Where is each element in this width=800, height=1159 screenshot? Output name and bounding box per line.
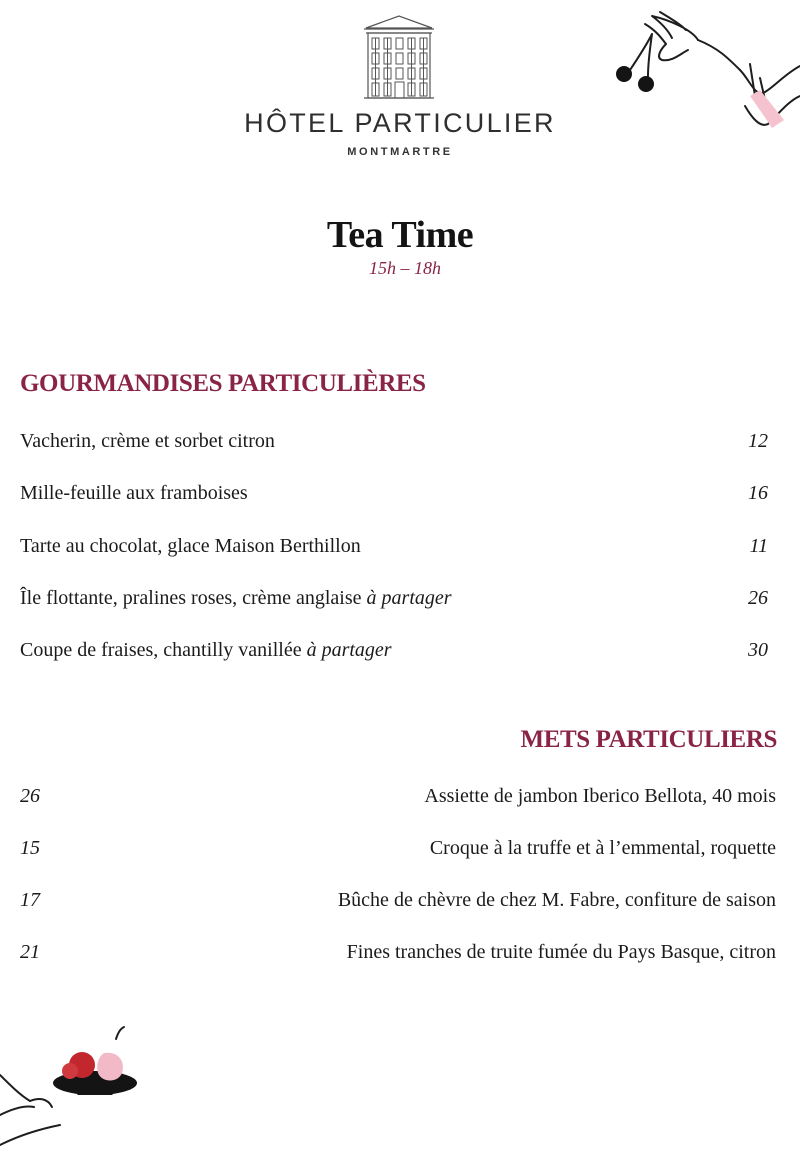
menu-item-text bbox=[20, 586, 452, 610]
menu-item bbox=[20, 940, 776, 964]
menu-item-name: Tarte au chocolat, glace Maison Berthillon bbox=[20, 535, 361, 557]
menu-item-price: 26 bbox=[748, 587, 768, 609]
section-title-mets: METS PARTICULIERS bbox=[520, 726, 777, 753]
menu-item-name: Île flottante, pralines roses, crème anglaise bbox=[20, 587, 362, 609]
brand-name: HÔTEL PARTICULIER bbox=[244, 108, 556, 138]
menu-item-price: 30 bbox=[748, 639, 768, 661]
menu-item-price: 16 bbox=[748, 482, 768, 504]
menu-item-text bbox=[20, 638, 392, 662]
page-title: Tea Time bbox=[326, 214, 474, 256]
menu-item bbox=[20, 586, 768, 610]
menu-item-price: 21 bbox=[20, 941, 40, 963]
hotel-building-logo-icon bbox=[362, 14, 436, 100]
menu-item-price: 17 bbox=[20, 889, 40, 911]
menu-item bbox=[20, 481, 768, 505]
menu-item-name: Croque à la truffe et à l’emmental, roquette bbox=[429, 837, 776, 859]
menu-item-note: à partager bbox=[306, 639, 392, 661]
menu-item-price: 26 bbox=[20, 785, 40, 807]
menu-item bbox=[20, 429, 768, 453]
menu-item bbox=[20, 638, 768, 662]
brand-subtitle: MONTMARTRE bbox=[347, 146, 453, 158]
menu-item bbox=[20, 534, 768, 558]
opening-hours: 15h – 18h bbox=[369, 258, 441, 278]
menu-item bbox=[20, 784, 776, 808]
menu-item bbox=[20, 836, 776, 860]
menu-item-name: Fines tranches de truite fumée du Pays Basque, citron bbox=[346, 941, 776, 963]
menu-item-price: 15 bbox=[20, 837, 40, 859]
menu-item-name: Coupe de fraises, chantilly vanillée bbox=[20, 639, 302, 661]
menu-item-name: Bûche de chèvre de chez M. Fabre, confiture de saison bbox=[337, 889, 776, 911]
hand-with-fruit-bowl-illustration bbox=[0, 1025, 145, 1159]
menu-item-name: Assiette de jambon Iberico Bellota, 40 mois bbox=[424, 785, 776, 807]
menu-item-name: Mille-feuille aux framboises bbox=[20, 482, 248, 504]
menu-item bbox=[20, 888, 776, 912]
menu-item-name: Vacherin, crème et sorbet citron bbox=[20, 430, 275, 452]
menu-item-note: à partager bbox=[366, 587, 452, 609]
menu-item-price: 12 bbox=[748, 430, 768, 452]
section-title-gourmandises: GOURMANDISES PARTICULIÈRES bbox=[20, 370, 426, 397]
menu-item-price: 11 bbox=[749, 535, 768, 557]
hand-with-cherries-illustration bbox=[600, 0, 800, 140]
